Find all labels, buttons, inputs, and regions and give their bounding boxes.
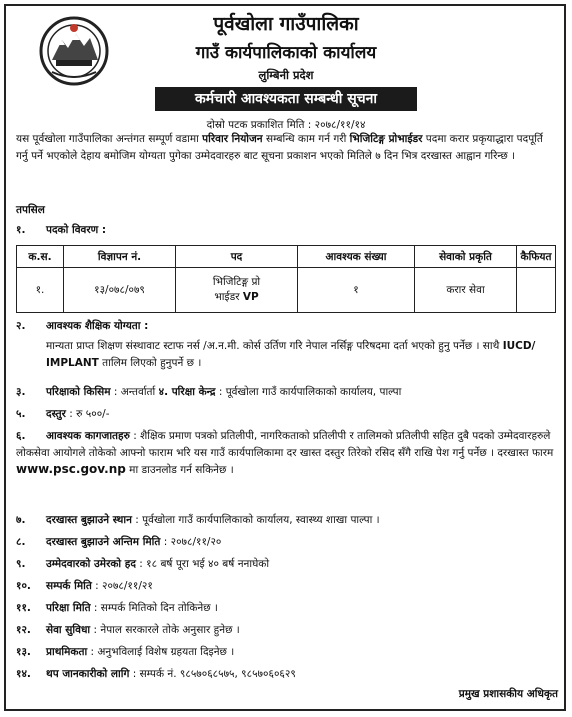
vacancy-table bbox=[16, 245, 556, 313]
col-sn: क.स. bbox=[17, 246, 64, 268]
table-row bbox=[17, 268, 556, 313]
intro-paragraph: यस पूर्वखोला गाउँपालिका अन्तंगत सम्पूर्ण वडामा परिवार नियोजन सम्बन्धि काम गर्न गरी भिजिटिङ्ग प्रोभाईडर पदमा करार प्रकृयाद्धारा पदपूर्ति गर्नु पर्ने भएकोले देहाय बमोजिम योग्यता पुगेका उम्मेदवारहरु बाट सूचना प्रकाशन भएको मितिले ७ दिन भित्र दरखास्त आह्वान गरिन्छ । bbox=[16, 133, 543, 162]
item-14-contact: १४. थप जानकारीको लागि : सम्पर्क नं. ९८५७०६८५७५, ९८५७०६०६२९ bbox=[16, 668, 296, 680]
item-5-fee: ५. दस्तुर : रु ५००/- bbox=[16, 408, 110, 420]
col-count: आवश्यक संख्या bbox=[298, 246, 415, 268]
col-service: सेवाको प्रकृति bbox=[415, 246, 517, 268]
psc-website-url: www.psc.gov.np bbox=[16, 462, 126, 476]
item-7-submission-place: ७. दरखास्त बुझाउने स्थान : पूर्वखोला गाउँ कार्यपालिकाको कार्यालय, स्वास्थ्य शाखा पाल्पा । bbox=[16, 514, 380, 526]
office-name: गाउँ कार्यपालिकाको कार्यालय bbox=[195, 43, 377, 63]
cell-remarks bbox=[517, 268, 556, 313]
item-13-priority: १३. प्राथमिकता : अनुभविलाई विशेष ग्रहयता दिइनेछ । bbox=[16, 646, 235, 658]
item-2-text: मान्यता प्राप्त शिक्षण संस्थावाट स्टाफ नर्स /अ.न.मी. कोर्स उर्तिण गरि नेपाल नर्सिङ्ग परिषदमा दर्ता भएको हुनु पर्नेछ । साथै IUCD/ IMPLANT तालिम लिएको हुनुपर्ने छ । bbox=[46, 340, 536, 369]
col-remarks: कैफियत bbox=[517, 246, 556, 268]
municipality-name: पूर्वखोला गाउँपालिका bbox=[213, 13, 359, 35]
cell-post: भिजिटिङ्ग प्रो भाईडर VP bbox=[176, 268, 298, 313]
signature-title: प्रमुख प्रशासकीय अधिकृत bbox=[458, 688, 558, 700]
item-10-contact-date: १०. सम्पर्क मिति : २०७८/११/२१ bbox=[16, 580, 153, 592]
cell-sn: १. bbox=[17, 268, 64, 313]
item-2-qualification: २. आवश्यक शैक्षिक योग्यता : bbox=[16, 320, 149, 332]
col-adv-no: विज्ञापन नं. bbox=[64, 246, 176, 268]
cell-count: १ bbox=[298, 268, 415, 313]
item-1-post-details: १. पदको विवरण : bbox=[16, 224, 107, 236]
item-8-deadline: ८. दरखास्त बुझाउने अन्तिम मिति : २०७८/११/२० bbox=[16, 536, 222, 548]
cell-service: करार सेवा bbox=[415, 268, 517, 313]
cell-adv-no: १३/०७८/०७९ bbox=[64, 268, 176, 313]
province-name: लुम्बिनी प्रदेश bbox=[258, 68, 314, 82]
item-9-age-limit: ९. उम्मेदवारको उमेरको हद : १८ बर्ष पूरा भई ४० बर्ष ननाघेको bbox=[16, 558, 270, 570]
item-6-documents: ६. आवश्यक कागजातहरु : शैक्षिक प्रमाण पत्रको प्रतिलीपी, नागरिकताको प्रतिलीपी र तालिमको प्रतिलीपी सहित दुबै पदको उम्मेदवारहरुले लोकसेवा आयोगले तोकेको आफ्नो फाराम भरि यस गाउँ कार्यपालिकामा दर खास्त दस्तुर तिरेको रसिद सँगै राखि पेश गर्नु पर्नेछ । दरखास्त फारम www.psc.gov.np मा डाउनलोड गर्न सकिनेछ । bbox=[16, 430, 554, 476]
published-date: दोस्रो पटक प्रकाशित मिति : २०७८/११/१४ bbox=[206, 119, 366, 131]
col-post: पद bbox=[176, 246, 298, 268]
notice-title-banner: कर्मचारी आवश्यकता सम्बन्धी सूचना bbox=[155, 87, 417, 111]
item-11-exam-date: ११. परिक्षा मिति : सम्पर्क मितिको दिन तोकिनेछ । bbox=[16, 602, 218, 614]
table-header-row bbox=[17, 246, 556, 268]
item-12-facilities: १२. सेवा सुविधा : नेपाल सरकारले तोके अनुसार हुनेछ । bbox=[16, 624, 240, 636]
tapsil-heading: तपसिल bbox=[16, 204, 45, 216]
item-3-exam-type: ३. परिक्षाको किसिम : अन्तर्वार्ता ४. परिक्षा केन्द्र : पूर्वखोला गाउँ कार्यपालिकाको कार्यालय, पाल्पा bbox=[16, 386, 402, 398]
